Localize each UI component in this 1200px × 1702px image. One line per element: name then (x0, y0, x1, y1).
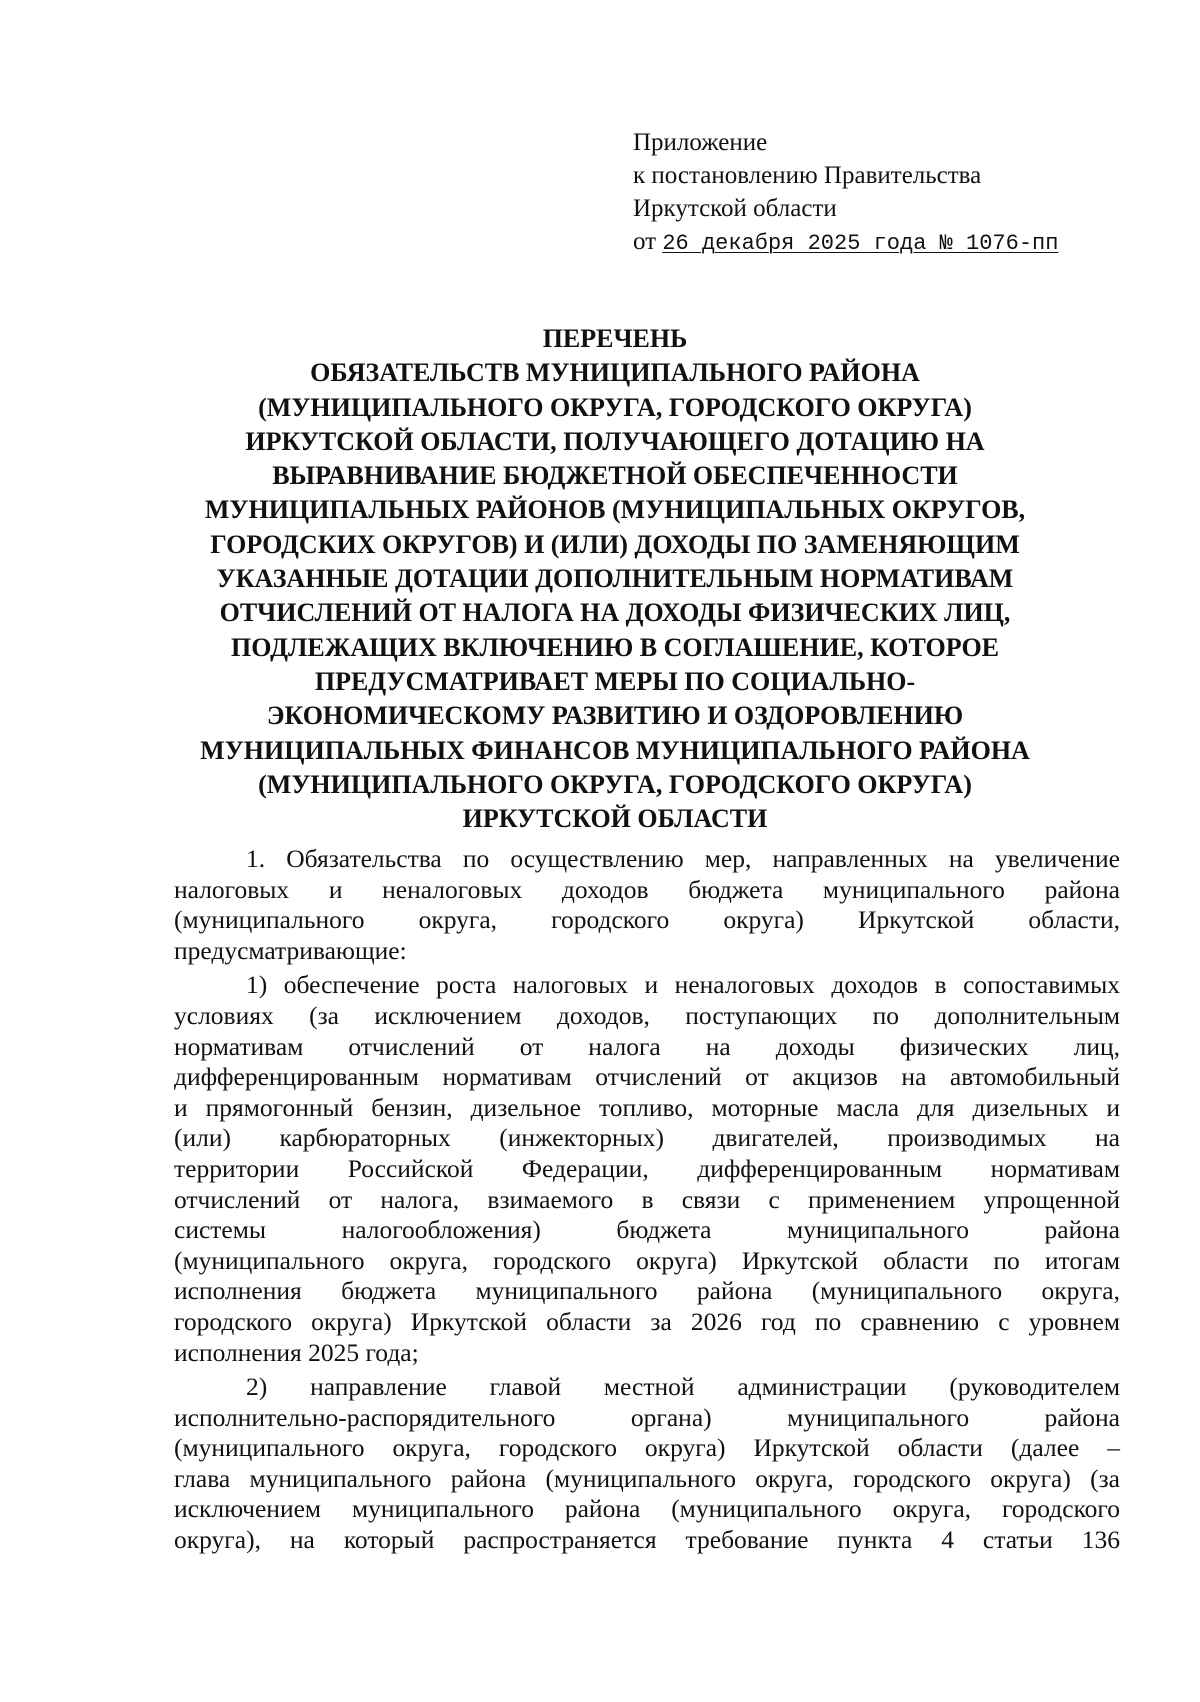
paragraph-line: глава муниципального района (муниципального округа, городского округа) (за (174, 1463, 1120, 1493)
title-line: МУНИЦИПАЛЬНЫХ ФИНАНСОВ МУНИЦИПАЛЬНОГО РАЙОНА (200, 735, 1030, 765)
paragraph-line: исключением муниципального района (муниципального округа, городского (174, 1494, 1120, 1524)
title-line: (МУНИЦИПАЛЬНОГО ОКРУГА, ГОРОДСКОГО ОКРУГА) (258, 769, 972, 799)
paragraph-line: исполнения 2025 года; (174, 1337, 419, 1367)
title-line: ПОДЛЕЖАЩИХ ВКЛЮЧЕНИЮ В СОГЛАШЕНИЕ, КОТОРОЕ (230, 632, 1000, 662)
paragraph (174, 970, 1120, 1368)
paragraph-line: нормативам отчислений от налога на доходы физических лиц, (174, 1031, 1120, 1061)
title-line: ЭКОНОМИЧЕСКОМУ РАЗВИТИЮ И ОЗДОРОВЛЕНИЮ (266, 701, 964, 731)
paragraph-line: 2) направление главой местной администрации (руководителем (246, 1372, 1120, 1402)
paragraph-line: округа), на который распространяется требование пункта 4 статьи 136 (174, 1525, 1120, 1555)
appendix-block (633, 126, 1058, 260)
title-line: ПЕРЕЧЕНЬ (542, 324, 688, 353)
paragraph-line: отчислений от налога, взимаемого в связи с применением упрощенной (174, 1184, 1120, 1214)
title-line: ИРКУТСКОЙ ОБЛАСТИ, ПОЛУЧАЮЩЕГО ДОТАЦИЮ НА (245, 426, 985, 456)
title-line: ОБЯЗАТЕЛЬСТВ МУНИЦИПАЛЬНОГО РАЙОНА (310, 358, 920, 388)
title-line: ИРКУТСКОЙ ОБЛАСТИ (462, 804, 768, 834)
title-line: ГОРОДСКИХ ОКРУГОВ) И (ИЛИ) ДОХОДЫ ПО ЗАМЕНЯЮЩИМ (210, 529, 1020, 559)
title-line: УКАЗАННЫЕ ДОТАЦИИ ДОПОЛНИТЕЛЬНЫМ НОРМАТИВАМ (216, 564, 1014, 594)
paragraph (174, 844, 1120, 966)
document-body (174, 844, 1120, 1556)
appendix-line-2: к постановлению Правительства (633, 162, 982, 189)
title-line: ПРЕДУСМАТРИВАЕТ МЕРЫ ПО СОЦИАЛЬНО- (314, 666, 916, 696)
paragraph-line: налоговых и неналоговых доходов бюджета муниципального района (174, 874, 1120, 904)
appendix-line-3: Иркутской области (633, 195, 837, 222)
paragraph-line: 1. Обязательства по осуществлению мер, направленных на увеличение (246, 844, 1120, 873)
paragraph-line: городского округа) Иркутской области за 2026 год по сравнению с уровнем (174, 1306, 1120, 1336)
paragraph-line: и прямогонный бензин, дизельное топливо, моторные масла для дизельных и (174, 1092, 1120, 1122)
paragraph-line: (или) карбюраторных (инжекторных) двигателей, производимых на (174, 1123, 1120, 1153)
paragraph-line: условиях (за исключением доходов, поступающих по дополнительным (174, 1000, 1120, 1030)
title-line: ОТЧИСЛЕНИЙ ОТ НАЛОГА НА ДОХОДЫ ФИЗИЧЕСКИХ ЛИЦ, (219, 598, 1011, 628)
document-title (150, 322, 1080, 836)
paragraph-line: системы налогообложения) бюджета муниципального района (174, 1215, 1120, 1245)
paragraph-line: (муниципального округа, городского округа) Иркутской области по итогам (174, 1245, 1120, 1275)
title-line: (МУНИЦИПАЛЬНОГО ОКРУГА, ГОРОДСКОГО ОКРУГА) (258, 392, 972, 422)
paragraph-line: 1) обеспечение роста налоговых и неналоговых доходов в сопоставимых (246, 970, 1120, 1000)
paragraph-line: (муниципального округа, городского округа) Иркутской области, (174, 905, 1120, 935)
paragraph-line: дифференцированным нормативам отчислений от акцизов на автомобильный (174, 1062, 1120, 1092)
title-line: ВЫРАВНИВАНИЕ БЮДЖЕТНОЙ ОБЕСПЕЧЕННОСТИ (272, 461, 958, 491)
appendix-date-line (633, 225, 1058, 260)
paragraph (174, 1372, 1120, 1556)
appendix-date-value: 26 декабря 2025 года № 1076-пп (662, 231, 1059, 256)
title-line: МУНИЦИПАЛЬНЫХ РАЙОНОВ (МУНИЦИПАЛЬНЫХ ОКРУГОВ, (204, 495, 1026, 525)
appendix-date-prefix: от (633, 228, 657, 255)
appendix-line-1: Приложение (633, 129, 768, 156)
paragraph-line: территории Российской Федерации, дифференцированным нормативам (174, 1153, 1120, 1183)
paragraph-line: исполнения бюджета муниципального района (муниципального округа, (174, 1276, 1120, 1306)
paragraph-line: (муниципального округа, городского округа) Иркутской области (далее – (174, 1433, 1120, 1463)
paragraph-line: предусматривающие: (174, 935, 407, 965)
paragraph-line: исполнительно-распорядительного органа) муниципального района (174, 1402, 1120, 1432)
